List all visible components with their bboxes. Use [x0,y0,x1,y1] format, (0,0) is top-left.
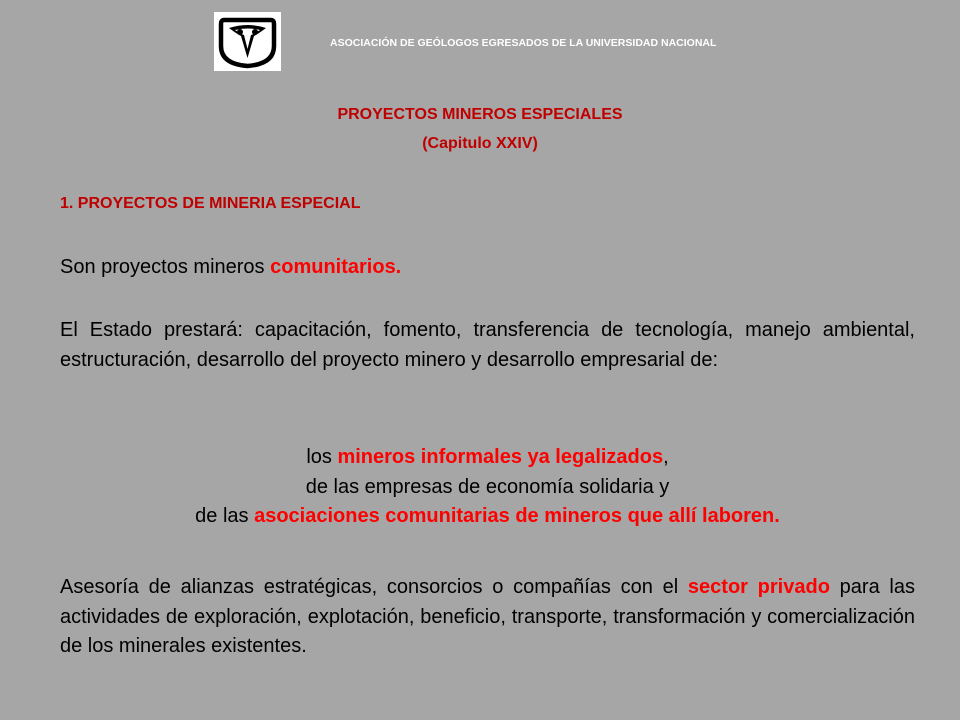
beneficiary-line-2: de las empresas de economía solidaria y [305,475,670,498]
paragraph1-text: Son proyectos mineros [60,256,271,278]
page-title [0,100,960,158]
beneficiary-line-1 [60,443,915,473]
association-name: ASOCIACIÓN DE GEÓLOGOS EGRESADOS DE LA UNIVERSIDAD NACIONAL [330,37,717,49]
paragraph-state-support: El Estado prestará: capacitación, fomento, transferencia de tecnología, manejo ambiental, estructuración, desarrollo del proyecto minero y desarrollo empresarial de: [60,319,915,371]
beneficiary-line-1-post: , [663,446,669,468]
paragraph-community-projects [60,253,915,283]
section-heading: 1. PROYECTOS DE MINERIA ESPECIAL [60,195,361,212]
beneficiary-line-3 [60,502,915,532]
beneficiary-line-1-pre: los [306,446,338,468]
association-logo-icon [214,12,281,71]
beneficiary-line-1-highlight: mineros informales ya legalizados [337,446,664,468]
page-title-line1: PROYECTOS MINEROS ESPECIALES [337,106,623,123]
paragraph4-pre: Asesoría de alianzas estratégicas, consorcios o compañías con el [60,576,688,598]
paragraph1-highlight: comunitarios. [270,256,402,278]
beneficiaries-list [60,443,915,532]
paragraph4-highlight: sector privado [687,576,830,598]
paragraph4-post: para las actividades de exploración, explotación, beneficio, transporte, transformación y comercialización de los minerales existentes. [60,576,916,657]
paragraph-strategic-alliances [60,573,915,662]
beneficiary-line-3-highlight: asociaciones comunitarias de mineros que allí laboren. [254,505,780,527]
page-title-line2: (Capitulo XXIV) [422,135,538,152]
beneficiary-line-3-pre: de las [195,505,255,527]
